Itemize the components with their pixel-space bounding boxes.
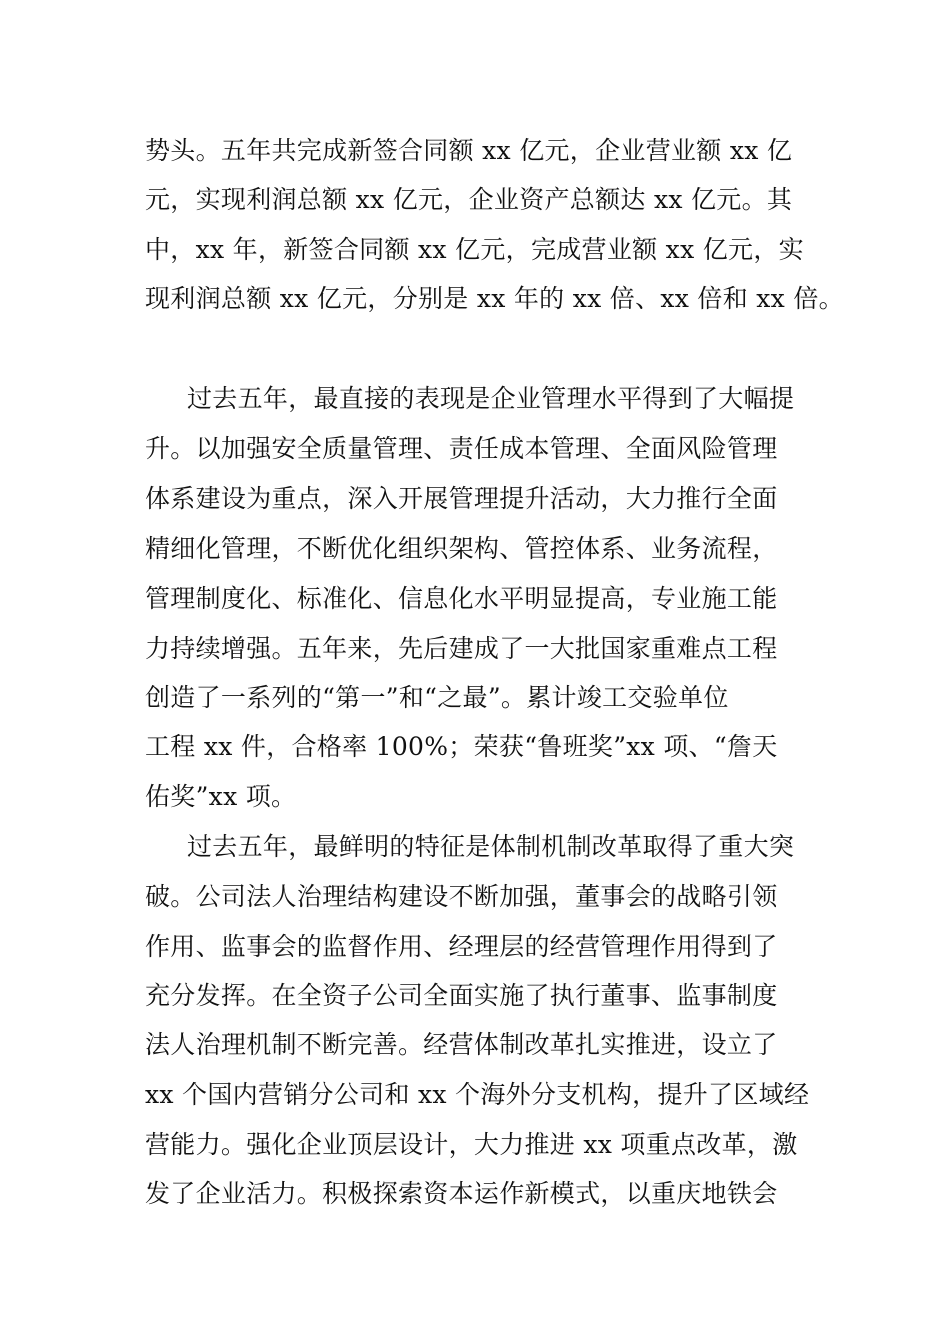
text-line: 势头。五年共完成新签合同额 xx 亿元，企业营业额 xx 亿 [145, 136, 793, 165]
text-line: 过去五年，最鲜明的特征是体制机制改革取得了重大突 [187, 832, 795, 861]
text-line: 体系建设为重点，深入开展管理提升活动，大力推行全面 [145, 484, 778, 513]
text-line: 作用、监事会的监督作用、经理层的经营管理作用得到了 [145, 932, 778, 961]
text-line: 发了企业活力。积极探索资本运作新模式，以重庆地铁会 [145, 1179, 778, 1208]
text-line: 元，实现利润总额 xx 亿元，企业资产总额达 xx 亿元。其 [145, 185, 793, 214]
text-line: 力持续增强。五年来，先后建成了一大批国家重难点工程 [145, 634, 778, 663]
text-line: 佑奖”xx 项。 [145, 782, 297, 811]
text-line: 精细化管理，不断优化组织架构、管控体系、业务流程， [145, 534, 778, 563]
text-line: xx 个国内营销分公司和 xx 个海外分支机构，提升了区域经 [145, 1080, 810, 1109]
text-line: 工程 xx 件，合格率 100%；荣获“鲁班奖”xx 项、“詹天 [145, 732, 778, 761]
text-line: 现利润总额 xx 亿元，分别是 xx 年的 xx 倍、xx 倍和 xx 倍。 [145, 284, 844, 313]
text-line: 破。公司法人治理结构建设不断加强，董事会的战略引领 [145, 882, 778, 911]
text-line: 管理制度化、标准化、信息化水平明显提高，专业施工能 [145, 584, 778, 613]
text-line: 过去五年，最直接的表现是企业管理水平得到了大幅提 [187, 384, 795, 413]
text-line: 创造了一系列的“第一”和“之最”。累计竣工交验单位 [145, 683, 729, 712]
text-line: 营能力。强化企业顶层设计，大力推进 xx 项重点改革，激 [145, 1130, 798, 1159]
text-line: 中，xx 年，新签合同额 xx 亿元，完成营业额 xx 亿元，实 [145, 235, 804, 264]
text-line: 升。以加强安全质量管理、责任成本管理、全面风险管理 [145, 434, 778, 463]
text-line: 充分发挥。在全资子公司全面实施了执行董事、监事制度 [145, 981, 778, 1010]
text-line: 法人治理机制不断完善。经营体制改革扎实推进，设立了 [145, 1030, 778, 1059]
